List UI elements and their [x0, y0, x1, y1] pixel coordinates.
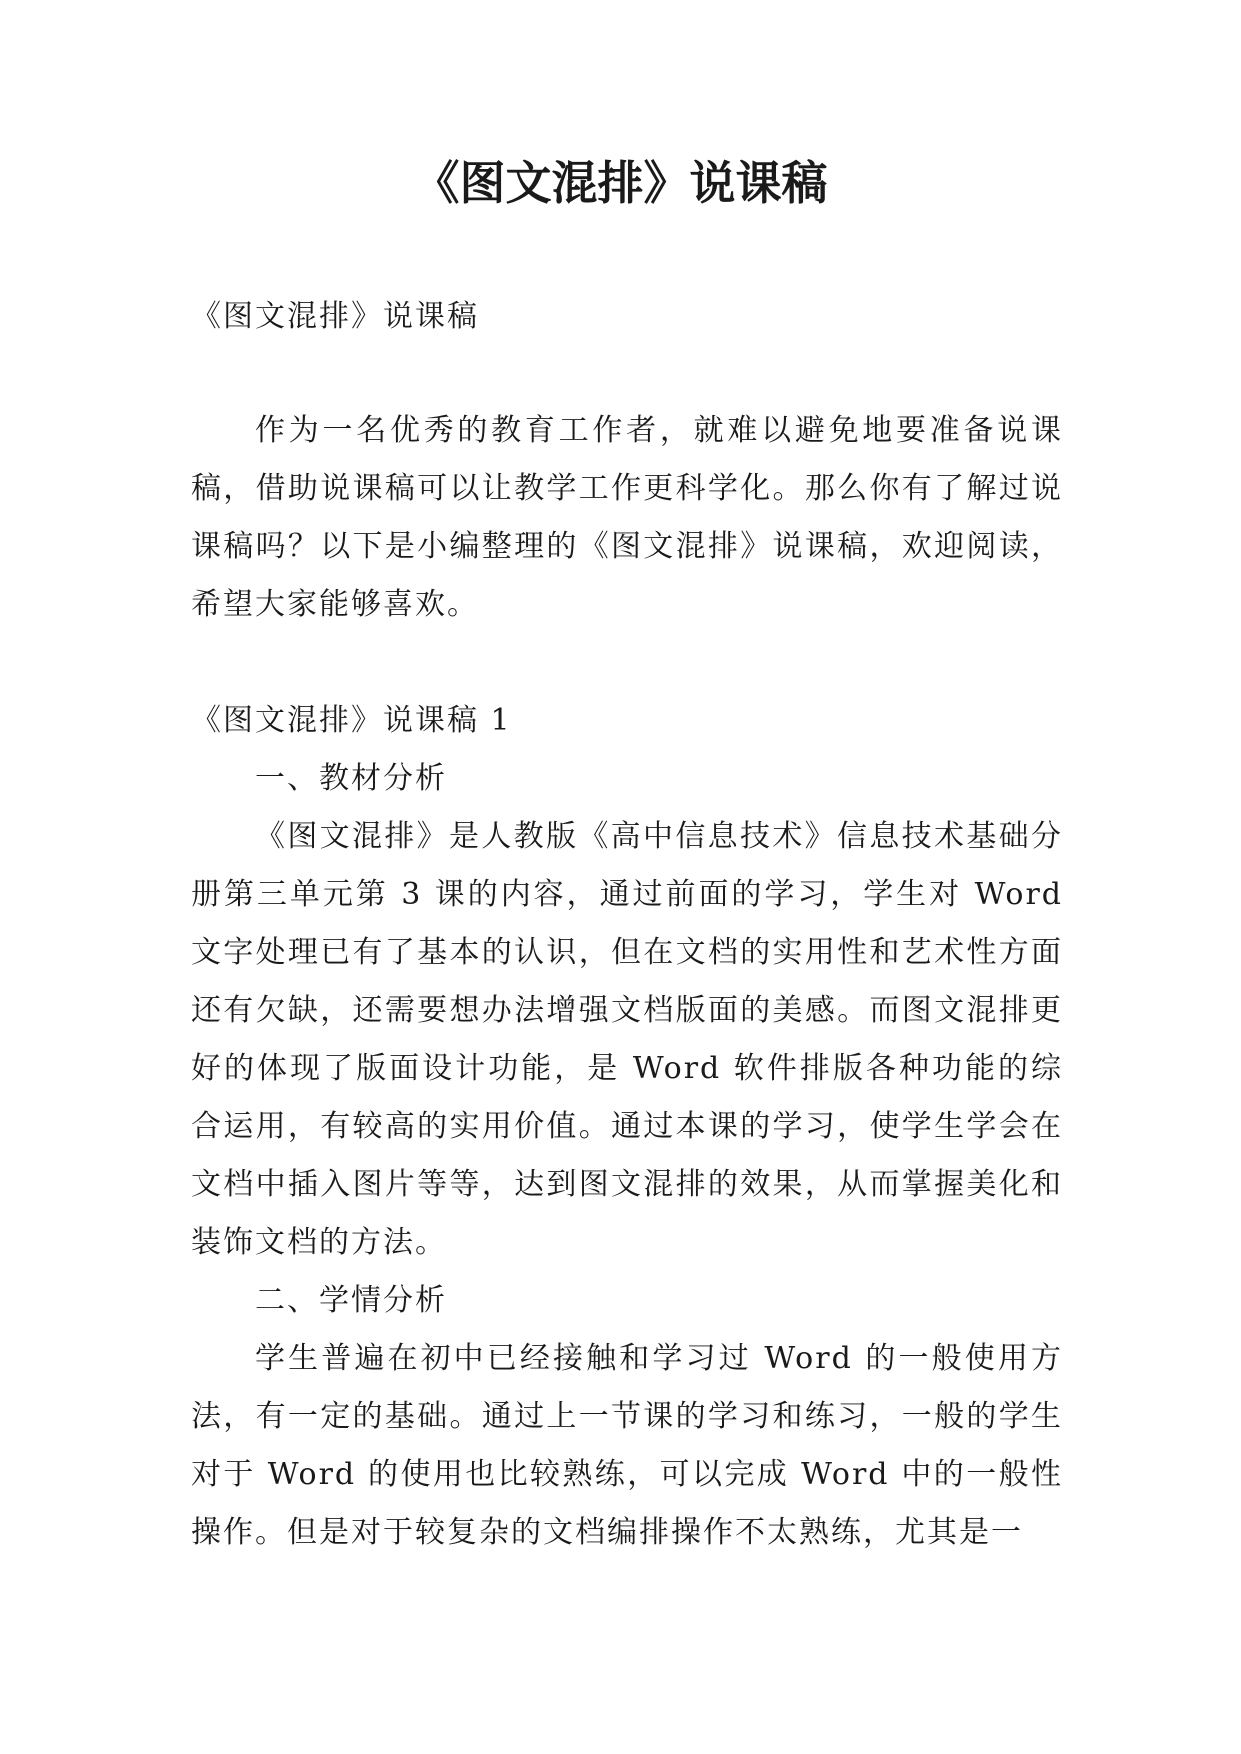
section-heading-textbook-analysis: 一、教材分析	[255, 761, 447, 796]
document-subtitle: 《图文混排》说课稿	[191, 299, 479, 334]
document-body	[191, 288, 1063, 1562]
intro-paragraph: 作为一名优秀的教育工作者，就难以避免地要准备说课稿，借助说课稿可以让教学工作更科学化。那么你有了解过说课稿吗？以下是小编整理的《图文混排》说课稿，欢迎阅读，希望大家能够喜欢。	[191, 413, 1063, 622]
section-heading-student-analysis: 二、学情分析	[255, 1283, 447, 1318]
section-title: 《图文混排》说课稿 1	[191, 703, 512, 738]
document-title: 《图文混排》说课稿	[413, 156, 828, 210]
student-analysis-paragraph: 学生普遍在初中已经接触和学习过 Word 的一般使用方法，有一定的基础。通过上一节课的学习和练习，一般的学生对于 Word 的使用也比较熟练，可以完成 Word 中的一般性操作。但是对于较复杂的文档编排操作不太熟练，尤其是一	[191, 1341, 1063, 1550]
textbook-analysis-paragraph: 《图文混排》是人教版《高中信息技术》信息技术基础分册第三单元第 3 课的内容，通过前面的学习，学生对 Word 文字处理已有了基本的认识，但在文档的实用性和艺术性方面还有欠缺，还需要想办法增强文档版面的美感。而图文混排更好的体现了版面设计功能，是 Word 软件排版各种功能的综合运用，有较高的实用价值。通过本课的学习，使学生学会在文档中插入图片等等，达到图文混排的效果，从而掌握美化和装饰文档的方法。	[191, 819, 1063, 1260]
